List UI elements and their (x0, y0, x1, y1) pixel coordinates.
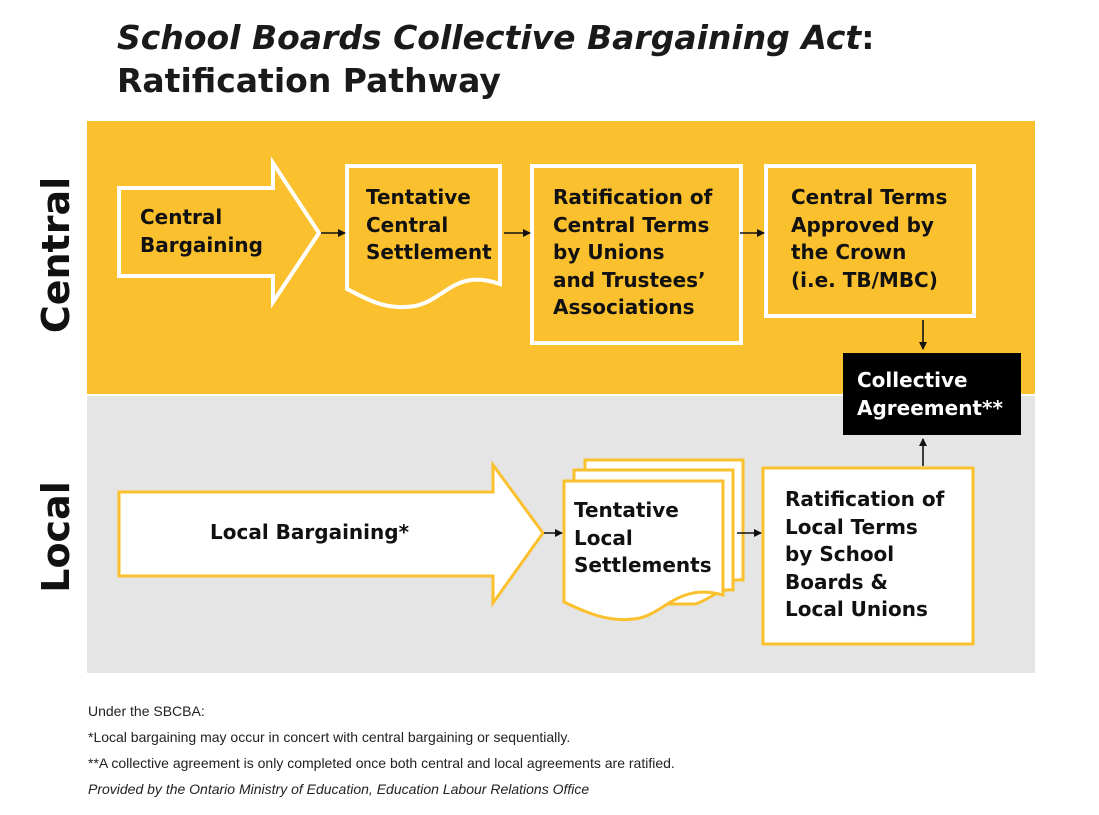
footnote-collective-agreement: **A collective agreement is only completed once both central and local agreements are ratified. (88, 755, 675, 771)
footnote-intro: Under the SBCBA: (88, 703, 205, 719)
source-credit: Provided by the Ontario Ministry of Education, Education Labour Relations Office (88, 781, 590, 797)
footnote-local-bargaining: *Local bargaining may occur in concert with central bargaining or sequentially. (88, 729, 571, 745)
tentative-local-settlements-label: Tentative Local Settlements (574, 498, 712, 577)
ratification-central-label: Ratification of Central Terms by Unions and Trustees’ Associations (553, 185, 713, 319)
title-colon: : (861, 18, 875, 57)
footnotes (88, 698, 675, 802)
crown-approval-label: Central Terms Approved by the Crown (i.e. TB/MBC) (791, 185, 948, 292)
title-subtitle: Ratification Pathway (117, 61, 501, 100)
tentative-central-settlement-label: Tentative Central Settlement (366, 185, 492, 264)
collective-agreement-label: Collective Agreement** (857, 368, 1003, 420)
central-band-label: Central (34, 176, 78, 334)
ratification-local-label: Ratification of Local Terms by School Boards & Local Unions (785, 487, 945, 621)
local-band-label: Local (34, 481, 78, 593)
local-bargaining-label: Local Bargaining* (210, 520, 410, 544)
title-act-name: School Boards Collective Bargaining Act (117, 18, 862, 57)
central-bargaining-label: Central Bargaining (140, 205, 263, 257)
